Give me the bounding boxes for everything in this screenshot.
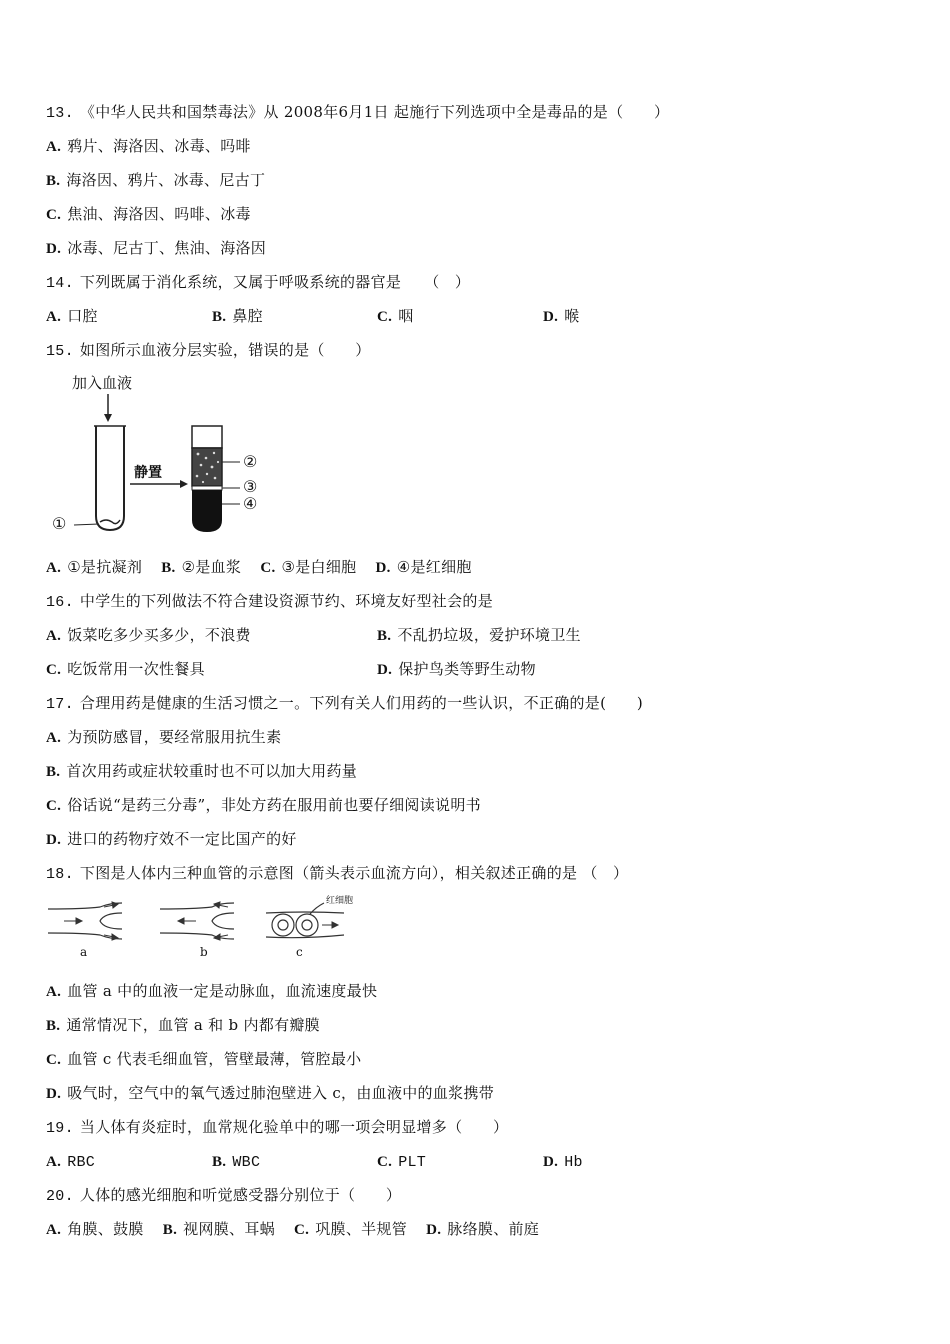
vessel-label-b: b — [200, 945, 208, 959]
option-label: A. — [46, 1154, 62, 1170]
option-label: A. — [46, 628, 62, 644]
question-18-stem — [46, 863, 628, 885]
q20-option-b — [163, 1220, 275, 1238]
q20-option-c — [294, 1220, 407, 1238]
option-label: A. — [46, 984, 62, 1000]
q15-option-d — [376, 558, 472, 576]
q15-option-a — [46, 558, 142, 576]
option-label: D. — [46, 832, 62, 848]
q13-option-d — [46, 238, 266, 259]
option-text: 焦油、海洛因、吗啡、冰毒 — [67, 205, 251, 223]
question-number: 14. — [46, 275, 74, 292]
q16-option-a — [46, 625, 251, 646]
q16-option-b — [377, 625, 581, 646]
option-text: ①是抗凝剂 — [67, 558, 143, 576]
option-text: 俗话说“是药三分毒”，非处方药在服用前也要仔细阅读说明书 — [67, 796, 481, 814]
question-text: 如图所示血液分层实验，错误的是（ ） — [79, 341, 371, 359]
q20-option-d — [426, 1220, 539, 1238]
question-text: 中学生的下列做法不符合建设资源节约、环境友好型社会的是 — [79, 592, 494, 610]
option-text: 视网膜、耳蜗 — [183, 1220, 275, 1238]
option-label: A. — [46, 309, 62, 325]
q16-option-c — [46, 659, 205, 680]
blood-layering-figure — [44, 370, 284, 540]
question-20-stem — [46, 1185, 401, 1207]
q16-options-row-2 — [46, 659, 926, 679]
question-13-stem — [46, 102, 669, 124]
question-16-stem — [46, 591, 493, 613]
option-label: B. — [212, 309, 227, 325]
option-text: 饭菜吃多少买多少，不浪费 — [67, 626, 251, 644]
q17-option-d — [46, 829, 297, 850]
option-text: 进口的药物疗效不一定比国产的好 — [67, 830, 297, 848]
option-label: C. — [260, 560, 276, 576]
question-number: 19. — [46, 1120, 74, 1137]
option-label: A. — [46, 560, 62, 576]
option-text: RBC — [67, 1154, 96, 1171]
option-label: C. — [377, 309, 393, 325]
option-text: 通常情况下，血管 a 和 b 内都有瓣膜 — [66, 1016, 320, 1034]
option-label: B. — [46, 1018, 61, 1034]
question-text: 下列既属于消化系统，又属于呼吸系统的器官是 （ ） — [79, 273, 471, 291]
option-label: A. — [46, 1222, 62, 1238]
q15-options-row — [46, 557, 472, 578]
q14-option-b — [212, 306, 263, 327]
question-14-stem — [46, 272, 470, 294]
option-text: 保护鸟类等野生动物 — [398, 660, 536, 678]
option-label: B. — [46, 764, 61, 780]
option-label: A. — [46, 139, 62, 155]
option-text: ④是红细胞 — [396, 558, 472, 576]
option-text: 喉 — [564, 307, 580, 325]
option-text: 口腔 — [67, 307, 98, 325]
option-label: C. — [294, 1222, 310, 1238]
q16-option-d — [377, 659, 536, 680]
option-text: ②是血浆 — [181, 558, 242, 576]
question-text: 合理用药是健康的生活习惯之一。下列有关人们用药的一些认识，不正确的是( ) — [79, 694, 644, 712]
option-label: D. — [46, 1086, 62, 1102]
q13-option-a — [46, 136, 251, 157]
option-text: 巩膜、半规管 — [315, 1220, 408, 1238]
question-number: 15. — [46, 343, 74, 360]
q13-option-c — [46, 204, 251, 225]
option-text: 脉络膜、前庭 — [447, 1220, 540, 1238]
vessel-label-c: c — [296, 945, 303, 959]
option-text: 首次用药或症状较重时也不可以加大用药量 — [66, 762, 358, 780]
option-text: 鼻腔 — [232, 307, 263, 325]
option-label: B. — [46, 173, 61, 189]
option-text: 角膜、鼓膜 — [67, 1220, 144, 1238]
q14-option-d — [543, 306, 580, 327]
option-text: WBC — [232, 1154, 261, 1171]
option-text: 咽 — [398, 307, 414, 325]
option-text: Hb — [564, 1154, 583, 1171]
question-19-stem — [46, 1117, 508, 1139]
q13-option-b — [46, 170, 265, 191]
option-text: 不乱扔垃圾，爱护环境卫生 — [397, 626, 581, 644]
option-text: 吸气时，空气中的氧气透过肺泡壁进入 c，由血液中的血浆携带 — [67, 1084, 495, 1102]
option-label: C. — [46, 207, 62, 223]
option-text: 鸦片、海洛因、冰毒、吗啡 — [67, 137, 251, 155]
figure-arrow-label: 静置 — [134, 465, 162, 481]
q20-options-row — [46, 1219, 539, 1240]
question-15-stem — [46, 340, 371, 362]
marker-3: ③ — [243, 477, 258, 496]
question-number: 13. — [46, 105, 74, 122]
option-label: B. — [161, 560, 176, 576]
option-label: A. — [46, 730, 62, 746]
q17-option-a — [46, 727, 281, 748]
option-label: D. — [46, 241, 62, 257]
option-label: D. — [375, 560, 391, 576]
option-label: C. — [46, 798, 62, 814]
option-text: 血管 a 中的血液一定是动脉血，血流速度最快 — [67, 982, 378, 1000]
vessel-label-a: a — [80, 945, 88, 959]
q14-option-c — [377, 306, 414, 327]
q18-option-d — [46, 1083, 494, 1104]
q14-option-a — [46, 306, 98, 327]
question-text: 《中华人民共和国禁毒法》从 2008年6月1日 起施行下列选项中全是毒品的是（ ） — [79, 103, 670, 121]
option-label: D. — [543, 309, 559, 325]
option-label: B. — [162, 1222, 178, 1238]
option-label: C. — [377, 1154, 393, 1170]
option-text: 海洛因、鸦片、冰毒、尼古丁 — [66, 171, 266, 189]
option-text: 血管 c 代表毛细血管，管壁最薄，管腔最小 — [67, 1050, 362, 1068]
q19-option-c — [377, 1151, 432, 1173]
q17-option-b — [46, 761, 357, 782]
option-label: C. — [46, 1052, 62, 1068]
option-text: 吃饭常用一次性餐具 — [67, 660, 205, 678]
red-blood-cell-annotation: 红细胞 — [326, 896, 354, 906]
option-label: D. — [377, 662, 393, 678]
option-text: 冰毒、尼古丁、焦油、海洛因 — [67, 239, 267, 257]
option-label: C. — [46, 662, 62, 678]
question-number: 20. — [46, 1188, 74, 1205]
q17-option-c — [46, 795, 481, 816]
option-label: D. — [426, 1222, 442, 1238]
blood-vessels-figure — [44, 893, 364, 963]
figure-top-label: 加入血液 — [72, 374, 133, 392]
option-label: D. — [543, 1154, 559, 1170]
question-number: 18. — [46, 866, 74, 883]
q15-option-c — [260, 558, 356, 576]
question-number: 17. — [46, 696, 74, 713]
q18-option-a — [46, 981, 377, 1002]
q19-option-a — [46, 1151, 101, 1173]
option-text: 为预防感冒，要经常服用抗生素 — [67, 728, 282, 746]
option-text: ③是白细胞 — [281, 558, 357, 576]
question-text: 人体的感光细胞和听觉感受器分别位于（ ） — [79, 1186, 402, 1204]
question-text: 下图是人体内三种血管的示意图（箭头表示血流方向），相关叙述正确的是 （ ） — [79, 864, 629, 882]
q18-option-b — [46, 1015, 320, 1036]
marker-2: ② — [243, 452, 258, 471]
q16-options-row-1 — [46, 625, 926, 645]
q20-option-a — [46, 1220, 144, 1238]
q15-option-b — [161, 558, 241, 576]
question-number: 16. — [46, 594, 74, 611]
option-label: B. — [212, 1154, 227, 1170]
q18-option-c — [46, 1049, 361, 1070]
option-text: PLT — [398, 1154, 427, 1171]
q19-option-b — [212, 1151, 266, 1173]
option-label: B. — [377, 628, 392, 644]
q14-options-row — [46, 306, 926, 326]
marker-4: ④ — [243, 494, 258, 513]
question-17-stem — [46, 693, 643, 715]
question-text: 当人体有炎症时，血常规化验单中的哪一项会明显增多（ ） — [79, 1118, 509, 1136]
marker-1: ① — [52, 514, 67, 533]
q19-option-d — [543, 1151, 589, 1173]
q19-options-row — [46, 1151, 926, 1171]
